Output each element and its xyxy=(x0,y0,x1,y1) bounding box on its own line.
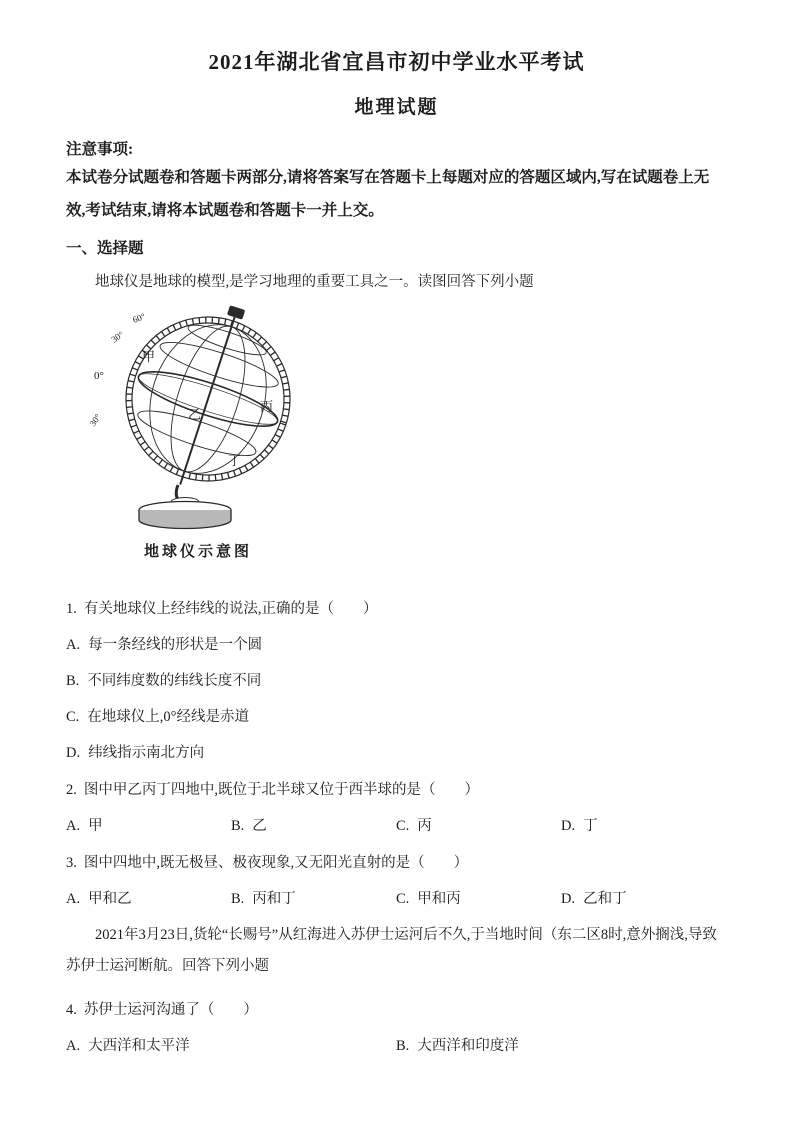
option-label: A. xyxy=(66,890,81,907)
options-row xyxy=(66,1034,727,1055)
option-text: 乙 xyxy=(252,817,267,834)
globe-tilted-group xyxy=(102,299,315,510)
option xyxy=(66,633,727,654)
stand-base-side xyxy=(139,510,231,529)
globe-label-yi: 乙 xyxy=(188,406,202,422)
option-text: 乙和丁 xyxy=(583,890,627,907)
option-text: 不同纬度数的纬线长度不同 xyxy=(87,672,262,689)
option xyxy=(66,741,727,762)
option-label: C. xyxy=(66,708,80,725)
option xyxy=(396,887,561,908)
question-number: 3. xyxy=(66,854,77,871)
option xyxy=(66,887,231,908)
option-text: 大西洋和印度洋 xyxy=(417,1037,519,1054)
option-text: 甲和丙 xyxy=(417,890,461,907)
option xyxy=(561,887,627,908)
option-text: 纬线指示南北方向 xyxy=(88,744,205,761)
question-text: 图中甲乙丙丁四地中,既位于北半球又位于西半球的是（ ） xyxy=(83,781,479,798)
option-label: D. xyxy=(66,744,81,761)
section-heading: 一、选择题 xyxy=(66,239,144,257)
option xyxy=(231,887,396,908)
globe-label-lat30-top: 30° xyxy=(109,328,126,345)
option-label: D. xyxy=(561,817,576,834)
option-label: C. xyxy=(396,890,410,907)
globe-label-ding: 丁 xyxy=(228,452,242,468)
question-stem xyxy=(66,597,727,618)
globe-axis xyxy=(180,315,235,484)
question-text: 苏伊士运河沟通了（ ） xyxy=(83,1001,258,1018)
option xyxy=(561,814,598,835)
option-label: B. xyxy=(396,1037,410,1054)
question-3 xyxy=(66,851,727,908)
option-label: A. xyxy=(66,1037,81,1054)
option-text: 丁 xyxy=(583,817,598,834)
option xyxy=(396,814,561,835)
option-label: A. xyxy=(66,636,81,653)
options-row xyxy=(66,814,727,835)
option xyxy=(66,705,727,726)
option-label: C. xyxy=(396,817,410,834)
globe-label-bing: 丙 xyxy=(260,398,274,414)
option xyxy=(231,814,396,835)
option-text: 丙 xyxy=(417,817,432,834)
question-4 xyxy=(66,998,727,1055)
option-text: 丙和丁 xyxy=(252,890,296,907)
question-text: 图中四地中,既无极昼、极夜现象,又无阳光直射的是（ ） xyxy=(83,854,469,871)
option-text: 甲和乙 xyxy=(88,890,132,907)
question-1 xyxy=(66,597,727,762)
notice-heading: 注意事项: xyxy=(66,141,134,158)
option xyxy=(66,814,231,835)
option xyxy=(66,669,727,690)
options-row xyxy=(66,887,727,908)
notice-body: 本试卷分试题卷和答题卡两部分,请将答案写在答题卡上每题对应的答题区域内,写在试题卷上无效,考试结束,请将本试题卷和答题卡一并上交。 xyxy=(66,169,710,220)
question-number: 4. xyxy=(66,1001,77,1018)
question-stem xyxy=(66,778,727,799)
globe-figure xyxy=(86,299,336,561)
question-text: 有关地球仪上经纬线的说法,正确的是（ ） xyxy=(83,600,378,617)
question-stem xyxy=(66,851,727,872)
option-text: 大西洋和太平洋 xyxy=(88,1037,190,1054)
section-intro: 地球仪是地球的模型,是学习地理的重要工具之一。读图回答下列小题 xyxy=(95,273,534,290)
option-label: A. xyxy=(66,817,81,834)
option-label: D. xyxy=(561,890,576,907)
option-label: B. xyxy=(66,672,80,689)
option xyxy=(66,1034,396,1055)
option xyxy=(396,1034,519,1055)
globe-stand xyxy=(139,485,231,529)
question-2 xyxy=(66,778,727,835)
globe-label-jia: 甲 xyxy=(142,348,156,364)
option-label: B. xyxy=(231,817,245,834)
option-label: B. xyxy=(231,890,245,907)
exam-subtitle: 地理试题 xyxy=(354,97,439,118)
question-number: 1. xyxy=(66,600,77,617)
exam-title: 2021年湖北省宜昌市初中学业水平考试 xyxy=(208,50,585,74)
globe-label-lat30-left: 30° xyxy=(87,411,103,428)
globe-axis-knob xyxy=(227,305,245,319)
passage: 2021年3月23日,货轮“长赐号”从红海进入苏伊士运河后不久,于当地时间（东二区8时,意外搁浅,导致苏伊士运河断航。回答下列小题 xyxy=(66,926,717,974)
globe-label-lat0: 0° xyxy=(94,369,104,382)
figure-caption: 地球仪示意图 xyxy=(144,543,253,560)
option-text: 甲 xyxy=(88,817,103,834)
globe-label-lat60-top: 60° xyxy=(131,310,147,325)
option-text: 每一条经线的形状是一个圆 xyxy=(88,636,263,653)
globe-illustration xyxy=(86,299,334,533)
option-text: 在地球仪上,0°经线是赤道 xyxy=(87,708,249,725)
question-stem xyxy=(66,998,727,1019)
question-number: 2. xyxy=(66,781,77,798)
